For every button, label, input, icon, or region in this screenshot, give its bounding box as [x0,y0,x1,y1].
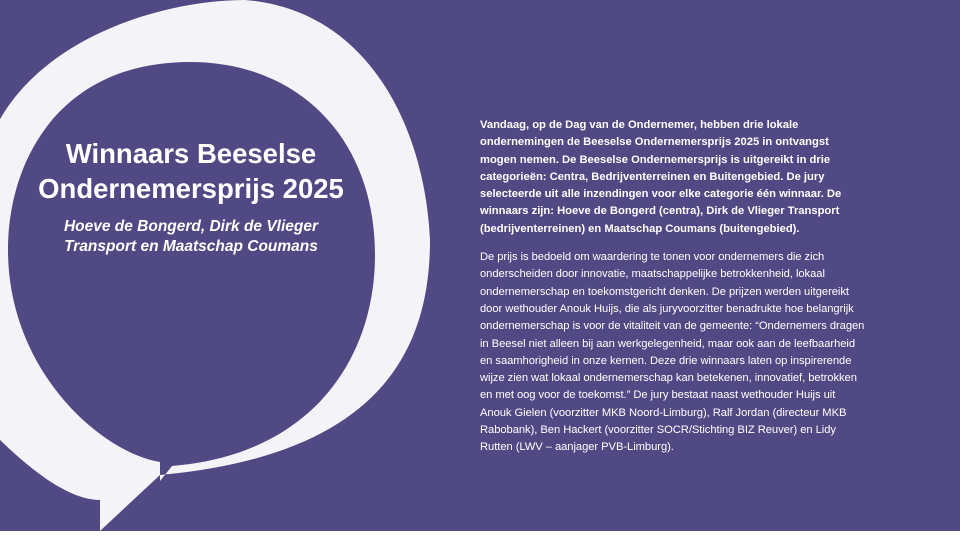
article-body: De prijs is bedoeld om waardering te tonen voor ondernemers die zich onderscheiden door innovatie, maatschappelijke betrokkenheid, lokaal ondernemerschap en toekomstgericht denken. De prijzen werden uitgereikt door wethouder Anouk Huijs, die als juryvoorzitter benadrukte hoe belangrijk ondernemerschap is voor de vitaliteit van de gemeente: “Ondernemers dragen in Beesel niet alleen bij aan werkgelegenheid, maar ook aan de leefbaarheid en saamhorigheid in onze kernen. Deze drie winnaars laten op inspirerende wijze zien wat lokaal ondernemerschap kan betekenen, innovatief, betrokken en met oog voor de toekomst.” De jury bestaat naast wethouder Huijs uit Anouk Gielen (voorzitter MKB Noord-Limburg), Ralf Jordan (directeur MKB Rabobank), Ben Hackert (voorzitter SOCR/Stichting BIZ Reuver) en Lidy Rutten (LWV – aanjager PVB-Limburg). [480,251,865,454]
page-subtitle: Hoeve de Bongerd, Dirk de Vlieger Transport en Maatschap Coumans [63,218,319,255]
article-lead: Vandaag, op de Dag van de Ondernemer, hebben drie lokale ondernemingen de Beeselse Ondernemersprijs 2025 in ontvangst mogen nemen. De Beeselse Ondernemersprijs is uitgereikt in drie categorieën: Centra, Bedrijventerreinen en Buitengebied. De jury selecteerde uit alle inzendingen voor elke categorie één winnaar. De winnaars zijn: Hoeve de Bongerd (centra), Dirk de Vlieger Transport (bedrijventerreinen) en Maatschap Coumans (buitengebied). [480,119,842,235]
article [480,117,865,457]
page-title: Winnaars Beeselse Ondernemersprijs 2025 [38,138,344,204]
speech-bubble-ring [0,0,430,531]
headline-block [34,136,348,257]
